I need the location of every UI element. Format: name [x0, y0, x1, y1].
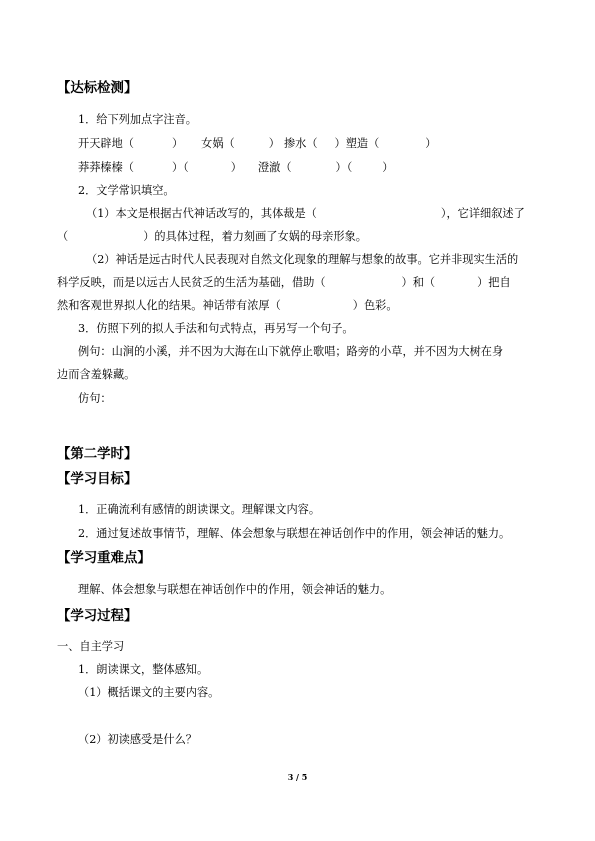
- pinyin-blank-close: ）: [425, 137, 437, 150]
- question-3: 3．仿照下列的拟人手法和句式特点，再另写一个句子。: [78, 322, 354, 335]
- question-1: 1．给下列加点字注音。: [78, 113, 197, 126]
- page-number: 3 / 5: [287, 772, 308, 782]
- goal-2: 2．通过复述故事情节，理解、体会想象与联想在神话创作中的作用，领会神话的魅力。: [78, 527, 511, 540]
- process-item-1-2: （2）初读感受是什么？: [78, 733, 197, 746]
- section-heading-goals: 【学习目标】: [57, 471, 138, 487]
- text-run: ），它详细叙述了: [440, 207, 525, 220]
- question-2-1-line-2: [57, 230, 367, 244]
- pinyin-word-chanshui: 掺水（: [283, 137, 318, 150]
- pinyin-row-1: [78, 137, 437, 151]
- section-heading-key-points: 【学习重难点】: [57, 550, 151, 566]
- pinyin-blank-open: ）（: [335, 161, 353, 174]
- pinyin-word-suzao: 塑造（: [345, 137, 380, 150]
- example-sentence-line-1: 例句：山涧的小溪，并不因为大海在山下就停止歌唱；路旁的小草，并不因为大树在身: [78, 345, 504, 358]
- pinyin-blank-close: ）: [171, 137, 184, 150]
- question-2-2-line-1: （2）神话是远古时代人民表现对自然文化现象的理解与想象的故事。它并非现实生活的: [86, 253, 519, 266]
- pinyin-blank-close: ）: [382, 161, 394, 174]
- question-2-2-line-2: [57, 276, 511, 290]
- process-item-1: 1．朗读课文，整体感知。: [78, 663, 209, 676]
- question-2-2-line-3: [57, 299, 398, 313]
- process-item-1-1: （1）概括课文的主要内容。: [78, 686, 220, 699]
- text-run: 科学反映，而是以远古人民贫乏的生活为基础，借助（: [57, 276, 326, 289]
- text-run: ）和（: [401, 276, 436, 289]
- text-run: ）色彩。: [352, 299, 398, 312]
- key-points-text: 理解、体会想象与联想在神话创作中的作用，领会神话的魅力。: [78, 583, 392, 596]
- section-heading-process: 【学习过程】: [57, 608, 138, 624]
- example-sentence-line-2: 边而含羞躲藏。: [57, 368, 136, 381]
- pinyin-blank-open: ）（: [171, 161, 189, 174]
- imitation-label: 仿句：: [78, 392, 112, 405]
- pinyin-word-mangmangzhenzhen: 莽莽榛榛（: [78, 161, 134, 174]
- process-part-1: 一、自主学习: [57, 640, 125, 653]
- text-run: （: [57, 230, 69, 243]
- pinyin-blank-close: ）: [268, 137, 280, 150]
- question-2: 2．文学常识填空。: [78, 184, 175, 197]
- pinyin-word-nuwa: 女娲（: [201, 137, 235, 150]
- pinyin-word-kaitianpidi: 开天辟地（: [78, 137, 134, 150]
- pinyin-row-2: [78, 161, 394, 175]
- pinyin-word-chengche: 澄澈（: [257, 161, 292, 174]
- pinyin-blank-close: ）: [230, 161, 242, 174]
- section-heading-second-lesson: 【第二学时】: [57, 446, 138, 462]
- goal-1: 1．正确流利有感情的朗读课文。理解课文内容。: [78, 503, 321, 516]
- text-run: （1）本文是根据古代神话改写的，其体裁是（: [86, 207, 317, 220]
- text-run: ）的具体过程，着力刻画了女娲的母亲形象。: [143, 230, 367, 243]
- text-run: ）把自: [477, 276, 511, 289]
- text-run: 然和客观世界拟人化的结果。神话带有浓厚（: [57, 299, 281, 312]
- question-2-1-line-1: [86, 207, 525, 221]
- pinyin-blank-close: ）: [334, 137, 346, 150]
- section-heading-dabiao: 【达标检测】: [57, 80, 138, 96]
